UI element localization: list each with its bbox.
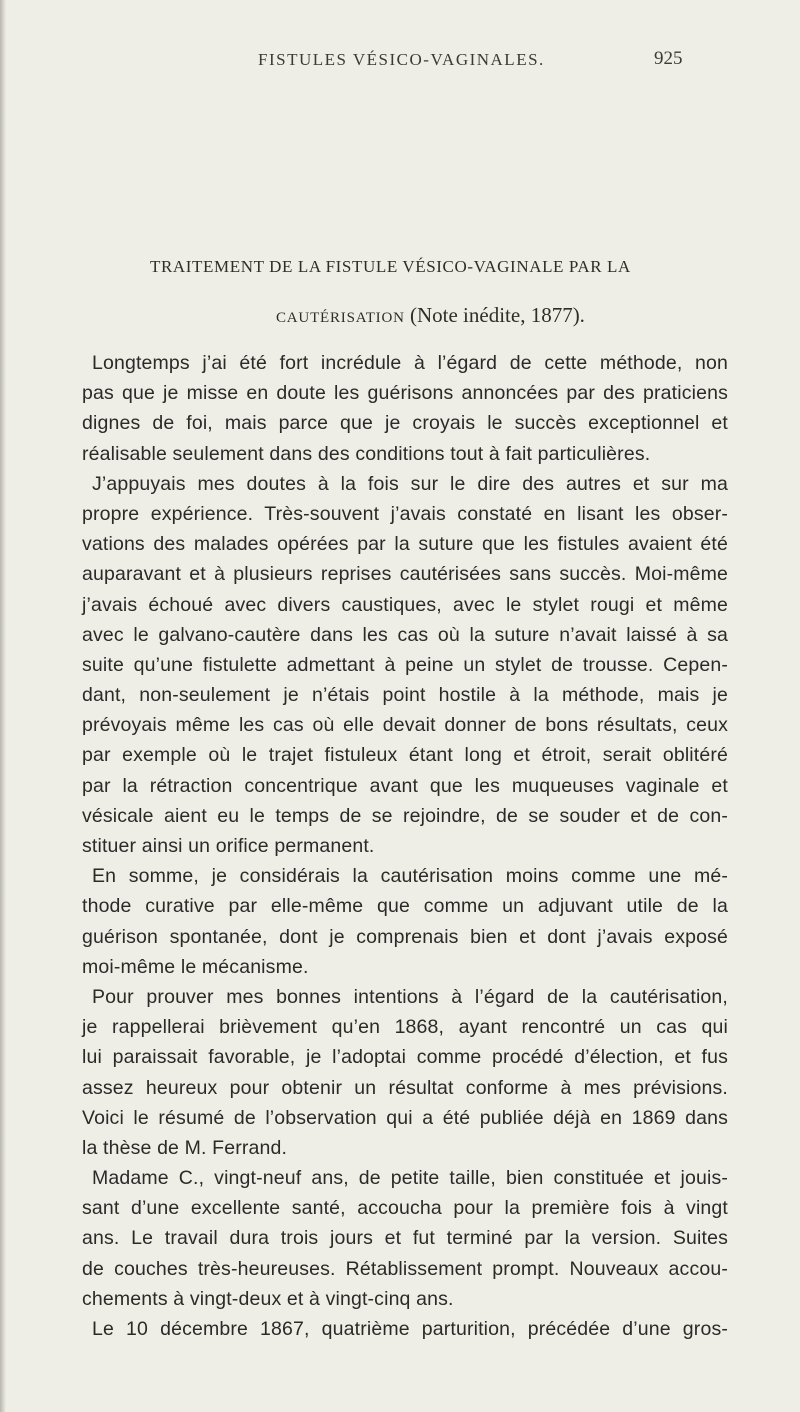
text-line: suite qu’une fistulette admettant à peine un stylet de trousse. Cepen- <box>82 653 728 676</box>
text-line: Pour prouver mes bonnes intentions à l’égard de la cautérisation, <box>92 985 728 1008</box>
page-number: 925 <box>654 48 683 69</box>
text-line: assez heureux pour obtenir un résultat conforme à mes prévisions. <box>82 1076 728 1099</box>
text-line: de couches très-heureuses. Rétablissement prompt. Nouveaux accou- <box>82 1257 728 1280</box>
text-line: réalisable seulement dans des conditions tout à fait particulières. <box>82 442 651 465</box>
text-line: dant, non-seulement je n’étais point hostile à la méthode, mais je <box>82 684 728 707</box>
text-line: je rappellerai brièvement qu’en 1868, ayant rencontré un cas qui <box>82 1016 728 1039</box>
text-line: J’appuyais mes doutes à la fois sur le dire des autres et sur ma <box>92 472 728 495</box>
text-line: chements à vingt-deux et à vingt-cinq ans. <box>82 1287 454 1310</box>
text-line: la thèse de M. Ferrand. <box>82 1136 288 1159</box>
subtitle-note: (Note inédite, 1877). <box>404 303 585 327</box>
text-line: pas que je misse en doute les guérisons annoncées par des praticiens <box>82 382 728 405</box>
text-line: propre expérience. Très-souvent j’avais constaté en lisant les obser- <box>82 502 728 525</box>
text-line: guérison spontanée, dont je comprenais bien et dont j’avais exposé <box>82 925 728 948</box>
text-line: prévoyais même les cas où elle devait donner de bons résultats, ceux <box>82 714 728 737</box>
text-line: Madame C., vingt-neuf ans, de petite taille, bien constituée et jouis- <box>92 1167 728 1190</box>
body-text <box>82 348 728 1344</box>
running-head: FISTULES VÉSICO-VAGINALES. <box>258 50 545 69</box>
text-line: sant d’une excellente santé, accoucha pour la première fois à vingt <box>82 1197 728 1220</box>
page-gutter-shadow <box>0 0 6 1412</box>
text-line: Longtemps j’ai été fort incrédule à l’égard de cette méthode, non <box>92 352 728 374</box>
text-line: stituer ainsi un orifice permanent. <box>82 835 375 857</box>
text-line: Le 10 décembre 1867, quatrième parturition, précédée d’une gros- <box>92 1318 728 1340</box>
text-line: j’avais échoué avec divers caustiques, avec le stylet rougi et même <box>82 593 728 616</box>
text-line: par exemple où le trajet fistuleux étant long et étroit, serait oblitéré <box>82 744 728 767</box>
text-line: moi-même le mécanisme. <box>82 955 309 978</box>
text-line: dignes de foi, mais parce que je croyais le succès exceptionnel et <box>82 412 728 435</box>
text-line: Voici le résumé de l’observation qui a été publiée déjà en 1869 dans <box>82 1106 728 1129</box>
text-line: ans. Le travail dura trois jours et fut terminé par la version. Suites <box>82 1227 728 1250</box>
section-title: TRAITEMENT DE LA FISTULE VÉSICO-VAGINALE PAR LA <box>150 257 631 276</box>
text-line: En somme, je considérais la cautérisation moins comme une mé- <box>92 865 728 888</box>
text-line: thode curative par elle-même que comme un adjuvant utile de la <box>82 895 728 918</box>
text-line: par la rétraction concentrique avant que les muqueuses vaginale et <box>82 774 728 797</box>
text-line: avec le galvano-cautère dans les cas où la suture n’avait laissé à sa <box>82 623 728 646</box>
subtitle-smallcaps: CAUTÉRISATION <box>276 310 405 326</box>
text-line: vations des malades opérées par la suture que les fistules avaient été <box>82 533 728 556</box>
text-line: lui paraissait favorable, je l’adoptai comme procédé d’élection, et fus <box>82 1046 728 1069</box>
text-line: vésicale aient eu le temps de se rejoindre, de se souder et de con- <box>82 804 728 827</box>
text-line: auparavant et à plusieurs reprises cautérisées sans succès. Moi-même <box>82 563 728 586</box>
section-subtitle <box>276 303 585 328</box>
